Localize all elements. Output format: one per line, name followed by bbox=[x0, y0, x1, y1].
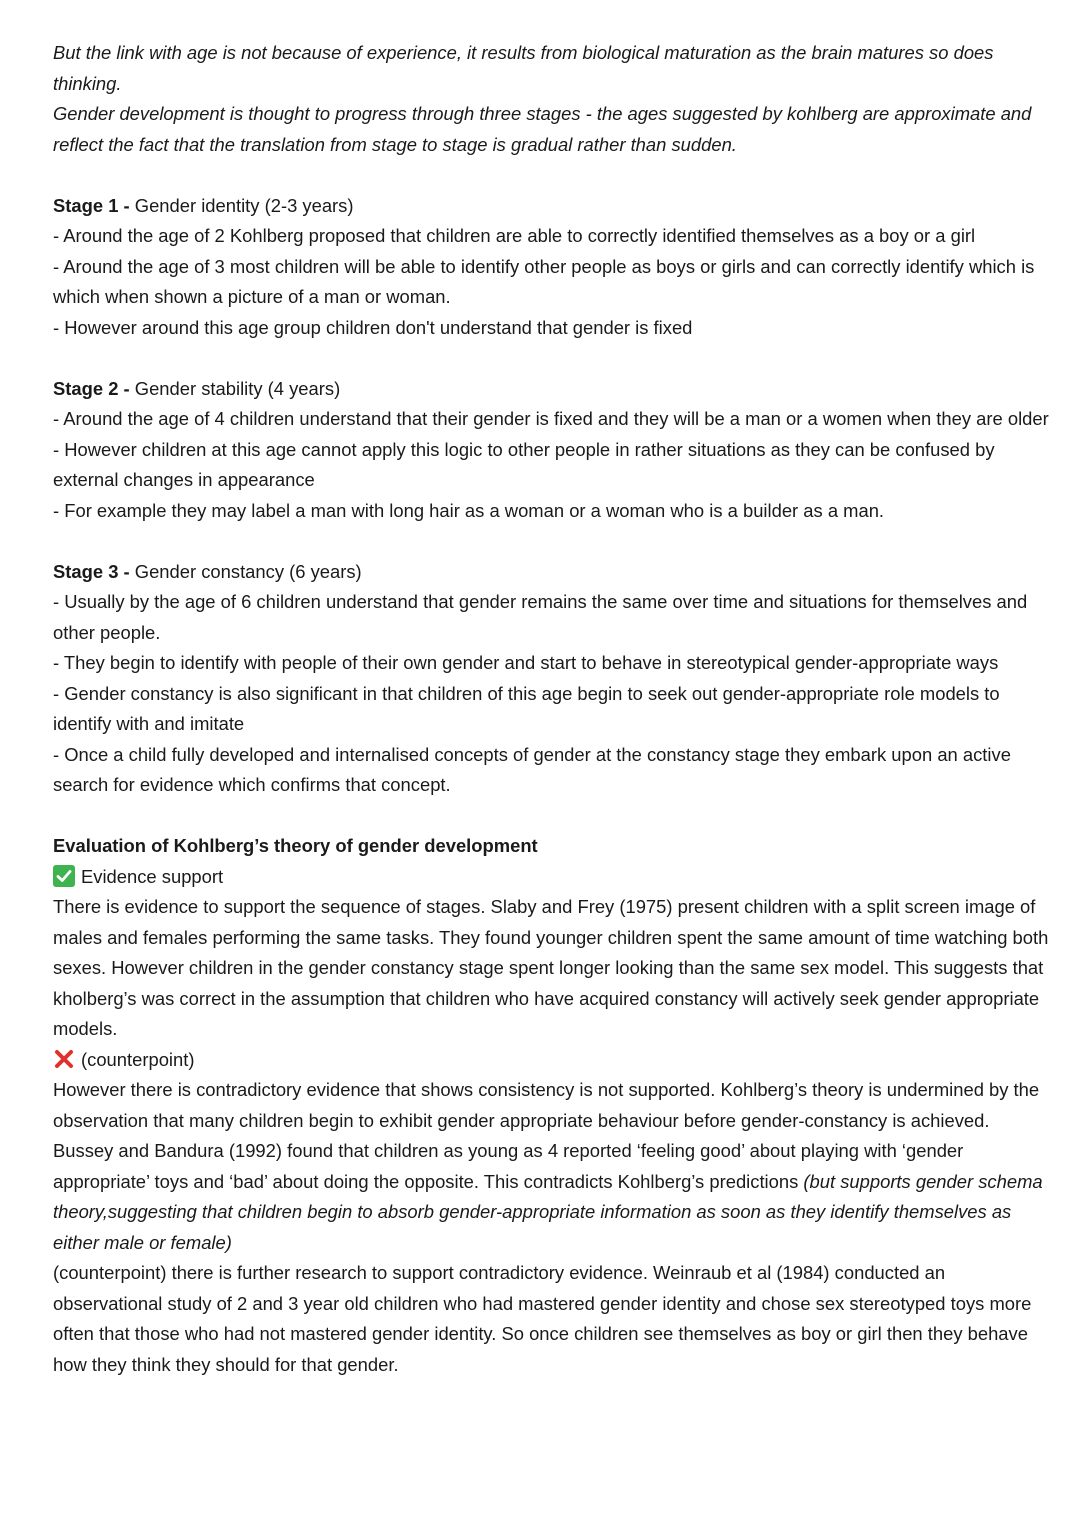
check-mark-icon bbox=[53, 865, 75, 887]
stage-3-section bbox=[53, 557, 1053, 801]
stage-1-point-1: - Around the age of 2 Kohlberg proposed that children are able to correctly identified themselves as a boy or a girl bbox=[53, 225, 976, 246]
intro-line-2: Gender development is thought to progress through three stages - the ages suggested by kohlberg are approximate and reflect the fact that the translation from stage to stage is gradual rather than sudden. bbox=[53, 103, 1032, 155]
evidence-support-heading bbox=[53, 862, 1053, 893]
further-counterpoint-text: (counterpoint) there is further research to support contradictory evidence. Weinraub et al (1984) conducted an observational study of 2 and 3 year old children who had mastered gender identity and chose sex stereotyped toys more often that those who had not mastered gender identity. So once children see themselves as boy or girl then they behave how they think they should for that gender. bbox=[53, 1262, 1032, 1375]
spacer bbox=[53, 801, 1053, 832]
evaluation-section bbox=[53, 831, 1053, 1380]
stage-1-title: Gender identity (2-3 years) bbox=[129, 194, 354, 216]
stage-1-section bbox=[53, 191, 1053, 344]
evidence-support-text: There is evidence to support the sequence of stages. Slaby and Frey (1975) present children with a split screen image of males and females performing the same tasks. They found younger children spent the same amount of time watching both sexes. However children in the gender constancy stage spent longer looking than the same sex model. This suggests that kholberg’s was correct in the assumption that children who have acquired constancy will actively seek gender appropriate models. bbox=[53, 896, 1049, 1039]
document-page bbox=[53, 38, 1053, 1380]
stage-1-point-2: - Around the age of 3 most children will be able to identify other people as boys or girls and can correctly identify which is which when shown a picture of a man or woman. bbox=[53, 255, 1035, 307]
stage-1-point-3: - However around this age group children don't understand that gender is fixed bbox=[53, 316, 693, 338]
spacer bbox=[53, 160, 1053, 191]
stage-2-label: Stage 2 - bbox=[53, 377, 130, 399]
stage-3-point-1: - Usually by the age of 6 children understand that gender remains the same over time and situations for themselves and other people. bbox=[53, 591, 1028, 643]
counterpoint-text: However there is contradictory evidence that shows consistency is not supported. Kohlberg’s theory is undermined by the observation that many children begin to exhibit gender appropriate behaviour before gender-constancy is achieved. Bussey and Bandura (1992) found that children as young as 4 reported ‘feeling good’ about playing with ‘gender appropriate’ toys and ‘bad’ about doing the opposite. This contradicts Kohlberg’s predictions (but supports gender schema theory,suggesting that children begin to absorb gender-appropriate information as soon as they identify themselves as either male or female) bbox=[53, 1079, 1043, 1253]
evidence-support-label: Evidence support bbox=[81, 865, 224, 887]
stage-2-section bbox=[53, 374, 1053, 527]
stage-3-point-4: - Once a child fully developed and internalised concepts of gender at the constancy stage they embark upon an active search for evidence which confirms that concept. bbox=[53, 743, 1011, 795]
stage-3-point-3: - Gender constancy is also significant in that children of this age begin to seek out gender-appropriate role models to identify with and imitate bbox=[53, 682, 1000, 734]
counterpoint-heading bbox=[53, 1045, 1053, 1076]
stage-2-point-2: - However children at this age cannot apply this logic to other people in rather situations as they can be confused by external changes in appearance bbox=[53, 438, 995, 490]
stage-1-heading bbox=[53, 191, 1053, 222]
stage-2-heading bbox=[53, 374, 1053, 405]
counterpoint-italic-note: (but supports gender schema theory,suggesting that children begin to absorb gender-appropriate information as soon as they identify themselves as either male or female) bbox=[53, 1170, 1043, 1253]
cross-mark-icon bbox=[53, 1048, 75, 1070]
stage-3-heading bbox=[53, 557, 1053, 588]
stage-3-point-2: - They begin to identify with people of their own gender and start to behave in stereotypical gender-appropriate ways bbox=[53, 652, 999, 673]
stage-3-title: Gender constancy (6 years) bbox=[129, 560, 362, 582]
counterpoint-label: (counterpoint) bbox=[81, 1048, 195, 1070]
stage-2-point-3: - For example they may label a man with long hair as a woman or a woman who is a builder as a man. bbox=[53, 499, 885, 521]
stage-3-label: Stage 3 - bbox=[53, 560, 130, 582]
spacer bbox=[53, 343, 1053, 374]
evaluation-heading: Evaluation of Kohlberg’s theory of gender development bbox=[53, 835, 538, 856]
spacer bbox=[53, 526, 1053, 557]
intro-line-1: But the link with age is not because of experience, it results from biological maturation as the brain matures so does thinking. bbox=[53, 42, 994, 94]
stage-2-title: Gender stability (4 years) bbox=[129, 377, 341, 399]
stage-2-point-1: - Around the age of 4 children understand that their gender is fixed and they will be a man or a women when they are older bbox=[53, 408, 1049, 429]
stage-1-label: Stage 1 - bbox=[53, 194, 130, 216]
